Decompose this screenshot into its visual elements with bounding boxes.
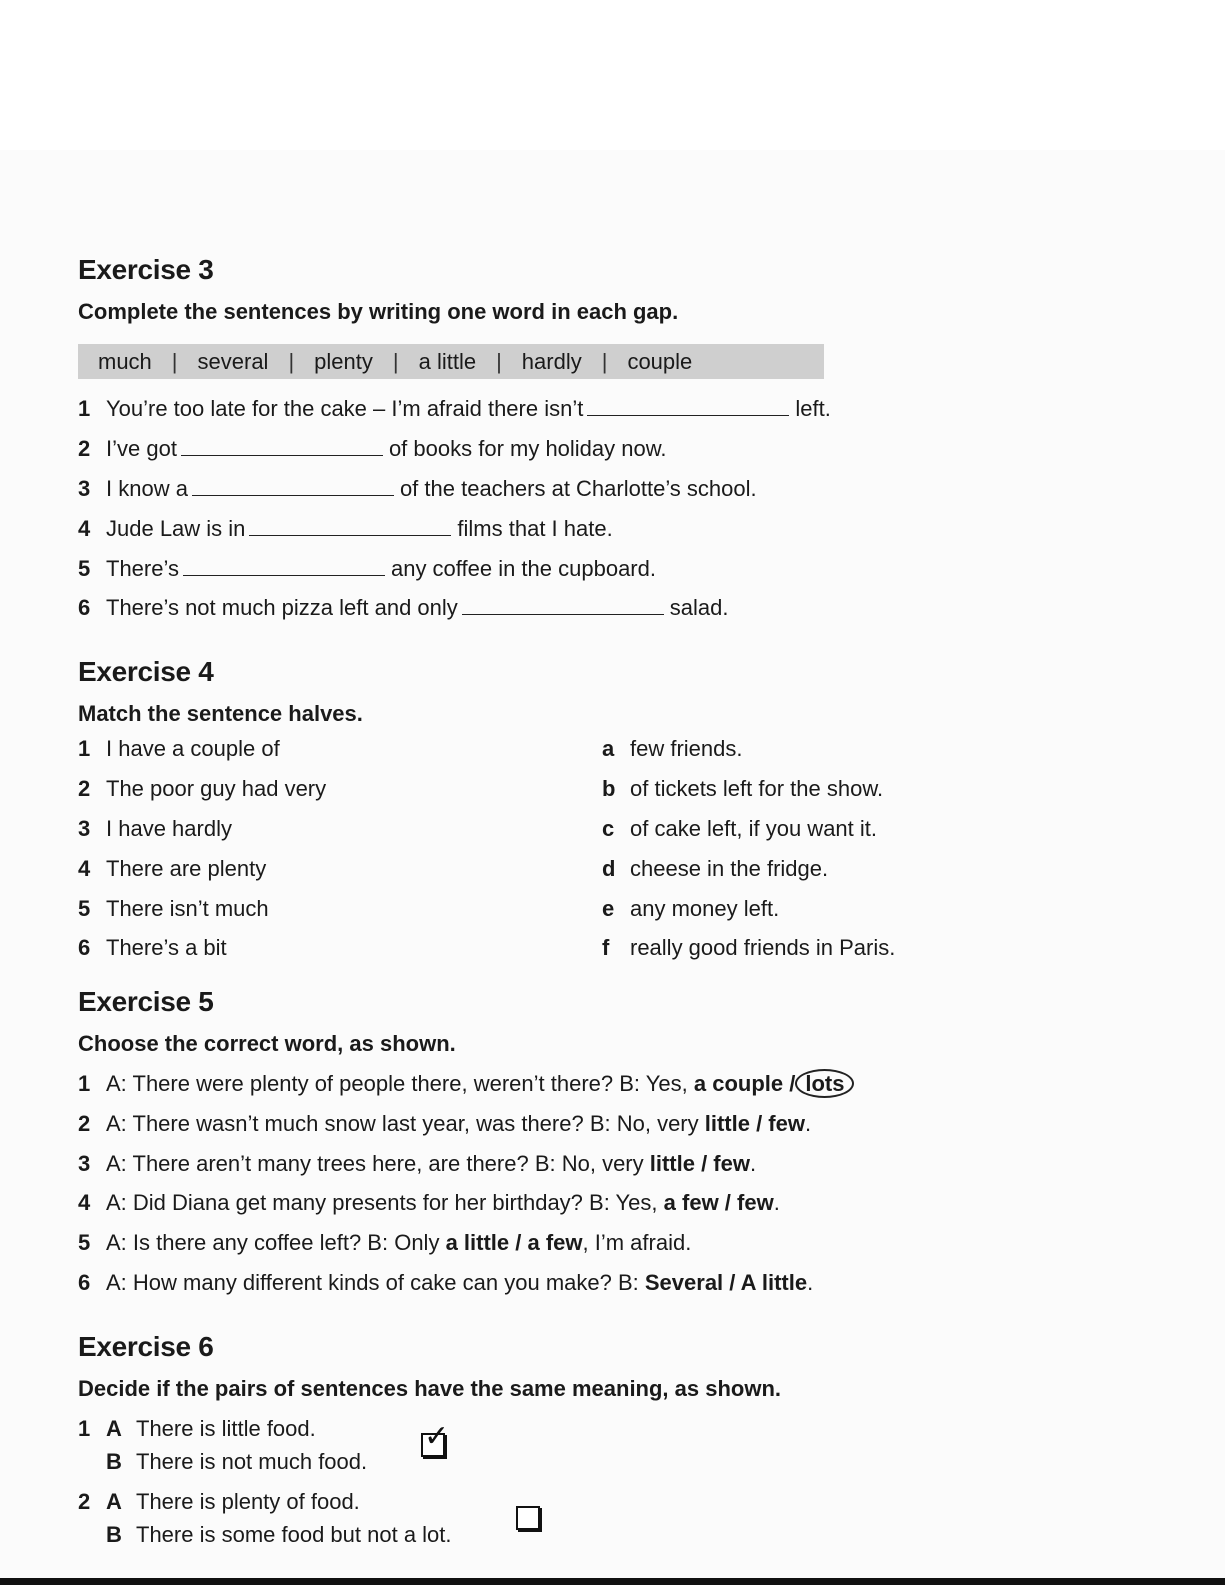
dialogue-text: A: There aren’t many trees here, are there? B: No, very bbox=[106, 1151, 644, 1176]
answer-gap[interactable] bbox=[192, 479, 394, 496]
word-box-item: couple bbox=[627, 348, 693, 374]
sentence-label: B bbox=[106, 1522, 122, 1547]
sentence-half: of cake left, if you want it. bbox=[630, 816, 878, 841]
item-number: 1 bbox=[78, 736, 91, 761]
exercise-5-title: Exercise 5 bbox=[78, 986, 214, 1017]
dialogue-text: A: Did Diana get many presents for her birthday? B: Yes, bbox=[106, 1190, 658, 1215]
item-letter: f bbox=[602, 935, 610, 960]
word-choice[interactable]: Several / A little bbox=[644, 1270, 808, 1295]
item-letter: c bbox=[602, 816, 615, 841]
answer-gap[interactable] bbox=[462, 598, 664, 615]
dialogue-end: . bbox=[750, 1151, 757, 1176]
item-number: 6 bbox=[78, 935, 91, 960]
sentence-half: There are plenty bbox=[106, 856, 267, 881]
sentence-end: of books for my holiday now. bbox=[388, 436, 667, 461]
exercise-5-item bbox=[78, 1151, 756, 1177]
item-number: 3 bbox=[78, 476, 91, 501]
sentence-start: You’re too late for the cake – I’m afraid there isn’t bbox=[106, 396, 584, 421]
sentence-end: films that I hate. bbox=[457, 516, 613, 541]
dialogue-end: , I’m afraid. bbox=[582, 1230, 692, 1255]
sentence-start: Jude Law is in bbox=[106, 516, 246, 541]
exercise-5-item bbox=[78, 1270, 813, 1296]
sentence-half: I have hardly bbox=[106, 816, 232, 841]
word-box-separator: | bbox=[171, 348, 178, 374]
answer-gap[interactable] bbox=[249, 519, 451, 536]
item-number: 2 bbox=[78, 1489, 91, 1514]
dialogue-end: . bbox=[807, 1270, 814, 1295]
item-number: 1 bbox=[78, 396, 91, 421]
exercise-4-instruction: Match the sentence halves. bbox=[78, 701, 363, 726]
item-number: 5 bbox=[78, 556, 91, 581]
item-letter: a bbox=[602, 736, 615, 761]
sentence-end: left. bbox=[795, 396, 831, 421]
dialogue-end: . bbox=[773, 1190, 780, 1215]
exercise-3-item bbox=[78, 436, 667, 462]
word-box-separator: | bbox=[496, 348, 502, 374]
word-choice[interactable]: little / few bbox=[649, 1151, 750, 1176]
match-left-item bbox=[78, 856, 266, 882]
word-choice[interactable]: a little / a few bbox=[445, 1230, 583, 1255]
dialogue-text: A: There were plenty of people there, weren’t there? B: Yes, bbox=[106, 1071, 688, 1096]
item-number: 4 bbox=[78, 516, 91, 541]
exercise-3-item bbox=[78, 516, 613, 542]
exercise-3-item bbox=[78, 396, 831, 422]
sentence-pair-b bbox=[106, 1522, 452, 1548]
match-right-item bbox=[602, 816, 877, 842]
word-box-separator: | bbox=[288, 348, 295, 374]
answer-gap[interactable] bbox=[183, 559, 385, 576]
sentence-label: B bbox=[106, 1449, 122, 1474]
exercise-5-item bbox=[78, 1190, 780, 1216]
match-left-item bbox=[78, 935, 227, 961]
sentence-text: There is not much food. bbox=[136, 1449, 368, 1474]
exercise-5-instruction: Choose the correct word, as shown. bbox=[78, 1031, 456, 1056]
item-number: 6 bbox=[78, 595, 91, 620]
word-box bbox=[78, 344, 824, 379]
exercise-6-instruction: Decide if the pairs of sentences have the same meaning, as shown. bbox=[78, 1376, 782, 1401]
match-right-item bbox=[602, 935, 895, 961]
word-box-item: much bbox=[98, 348, 152, 374]
item-letter: e bbox=[602, 896, 615, 921]
dialogue-text: A: How many different kinds of cake can you make? B: bbox=[106, 1270, 639, 1295]
sentence-end: any coffee in the cupboard. bbox=[390, 556, 656, 581]
word-box-item: several bbox=[197, 348, 269, 374]
exercise-5-item bbox=[78, 1230, 691, 1256]
item-letter: d bbox=[602, 856, 616, 881]
dialogue-text: A: There wasn’t much snow last year, was there? B: No, very bbox=[106, 1111, 699, 1136]
item-number: 3 bbox=[78, 1151, 91, 1176]
sentence-half: really good friends in Paris. bbox=[630, 935, 896, 960]
sentence-half: cheese in the fridge. bbox=[630, 856, 829, 881]
same-meaning-checkbox[interactable] bbox=[516, 1506, 540, 1530]
sentence-pair-a bbox=[78, 1489, 360, 1515]
sentence-half: I have a couple of bbox=[106, 736, 280, 761]
sentence-start: I’ve got bbox=[106, 436, 177, 461]
word-choice[interactable]: a few / few bbox=[663, 1190, 774, 1215]
page-bottom-edge bbox=[0, 1578, 1225, 1585]
item-number: 2 bbox=[78, 436, 91, 461]
item-number: 5 bbox=[78, 896, 91, 921]
item-number: 1 bbox=[78, 1416, 91, 1441]
item-letter: b bbox=[602, 776, 616, 801]
sentence-text: There is little food. bbox=[136, 1416, 316, 1441]
dialogue-end: . bbox=[805, 1111, 812, 1136]
word-choice[interactable]: little / few bbox=[704, 1111, 805, 1136]
sentence-label: A bbox=[106, 1416, 122, 1441]
word-box-item: hardly bbox=[521, 348, 582, 374]
sentence-half: There isn’t much bbox=[106, 896, 269, 921]
match-left-item bbox=[78, 776, 326, 802]
answer-gap[interactable] bbox=[181, 439, 383, 456]
item-number: 4 bbox=[78, 1190, 91, 1215]
item-number: 3 bbox=[78, 816, 91, 841]
sentence-start: There’s not much pizza left and only bbox=[106, 595, 458, 620]
exercise-3-item bbox=[78, 556, 656, 582]
sentence-half: few friends. bbox=[630, 736, 743, 761]
word-box-item: a little bbox=[418, 348, 477, 374]
sentence-text: There is plenty of food. bbox=[136, 1489, 360, 1514]
check-mark-icon: ✓ bbox=[424, 1420, 450, 1453]
sentence-half: any money left. bbox=[630, 896, 780, 921]
match-left-item bbox=[78, 816, 232, 842]
match-right-item bbox=[602, 896, 779, 922]
sentence-start: There’s bbox=[106, 556, 179, 581]
match-right-item bbox=[602, 856, 828, 882]
page-margin-top bbox=[0, 0, 1225, 150]
sentence-half: of tickets left for the show. bbox=[630, 776, 884, 801]
sentence-text: There is some food but not a lot. bbox=[136, 1522, 452, 1547]
option-1[interactable]: a couple bbox=[693, 1071, 784, 1096]
dialogue-text: A: Is there any coffee left? B: Only bbox=[106, 1230, 440, 1255]
exercise-6-title: Exercise 6 bbox=[78, 1331, 214, 1362]
item-number: 2 bbox=[78, 776, 91, 801]
option-slash: / bbox=[789, 1071, 796, 1096]
sentence-start: I know a bbox=[106, 476, 188, 501]
exercise-3-item bbox=[78, 595, 729, 621]
match-right-item bbox=[602, 776, 883, 802]
exercise-5-item bbox=[78, 1111, 811, 1137]
word-box-item: plenty bbox=[314, 348, 373, 374]
answer-gap[interactable] bbox=[587, 399, 789, 416]
exercise-3-item bbox=[78, 476, 757, 502]
item-number: 1 bbox=[78, 1071, 91, 1096]
sentence-end: salad. bbox=[669, 595, 729, 620]
sentence-pair-b bbox=[106, 1449, 367, 1475]
word-box-separator: | bbox=[392, 348, 399, 374]
exercise-4-title: Exercise 4 bbox=[78, 656, 214, 687]
word-box-separator: | bbox=[601, 348, 608, 374]
sentence-label: A bbox=[106, 1489, 122, 1514]
sentence-half: The poor guy had very bbox=[106, 776, 327, 801]
sentence-pair-a bbox=[78, 1416, 316, 1442]
exercise-5-item bbox=[78, 1071, 854, 1097]
item-number: 5 bbox=[78, 1230, 91, 1255]
match-left-item bbox=[78, 896, 269, 922]
sentence-half: There’s a bit bbox=[106, 935, 227, 960]
exercise-3-title: Exercise 3 bbox=[78, 254, 214, 285]
sentence-end: of the teachers at Charlotte’s school. bbox=[399, 476, 757, 501]
match-right-item bbox=[602, 736, 743, 762]
item-number: 4 bbox=[78, 856, 91, 881]
match-left-item bbox=[78, 736, 280, 762]
item-number: 6 bbox=[78, 1270, 91, 1295]
circled-answer[interactable]: lots bbox=[795, 1069, 854, 1098]
exercise-3-instruction: Complete the sentences by writing one word in each gap. bbox=[78, 299, 679, 324]
item-number: 2 bbox=[78, 1111, 91, 1136]
